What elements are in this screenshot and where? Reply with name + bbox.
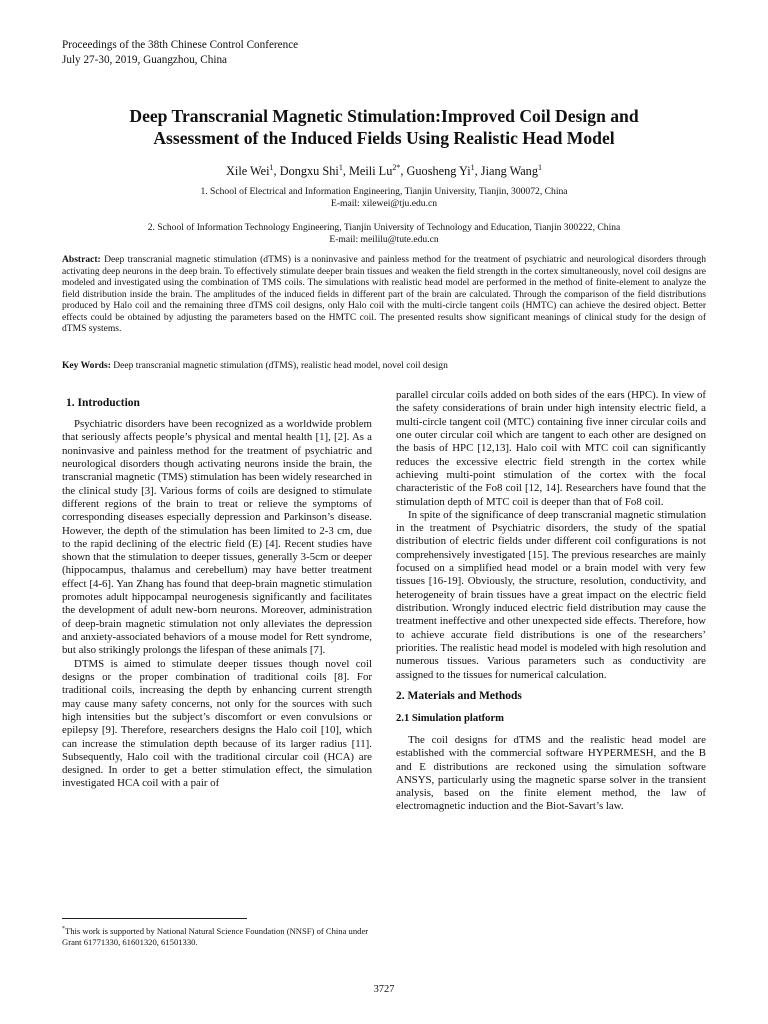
author-list	[0, 163, 768, 179]
author: Jiang Wang$^1$	[480, 163, 542, 179]
abstract	[62, 254, 706, 335]
abstract-label: Abstract:	[62, 254, 101, 265]
author: Meili $Lu^{2*}$,	[348, 163, 407, 179]
conference-header	[62, 38, 298, 67]
section-heading-introduction: 1. Introduction	[66, 397, 140, 409]
paragraph: In spite of the significance of deep transcranial magnetic stimulation in the treatment of Psychiatric disorders, the study of the spatial distribution of electric fields under different coil configurations is not comprehensively investigated [15]. The previous researches are mainly focused on a simplified head model or a brain model with very few tissues [16-19]. Obviously, the structure, resolution, conductivity, and heterogeneity of brain tissues have a great impact on the electric field distribution. Wrongly induced electric field distribution may cause the treatment ineffective and other unexpected side effects. Therefore, how to achieve accurate field distributions is one of the researchers’ priorities. The realistic head model is modeled with high resolution and numerous tissues. Various parameters such as conductivity are assigned to the tissues for numerical calculation.	[396, 508, 706, 681]
paragraph: The coil designs for dTMS and the realistic head model are established with the commercial software HYPERMESH, and the B and E distributions are reckoned using the simulation software ANSYS, particularly using the magnetic sparse solver in the transient analysis, based on the finite element method, the law of electromagnetic induction and the Biot-Savart’s law.	[396, 733, 706, 813]
right-column	[396, 389, 706, 814]
left-column	[62, 396, 372, 791]
author: Guosheng Yi$^1$,	[406, 163, 481, 179]
page-number: 3727	[373, 984, 395, 995]
paper-title	[40, 105, 728, 149]
subsection-heading-simulation: 2.1 Simulation platform	[396, 712, 505, 724]
footnote: *This work is supported by National Natural Science Foundation (NNSF) of China under Grant 61771330, 61601320, 61501330.	[62, 925, 369, 947]
paragraph: DTMS is aimed to stimulate deeper tissues though novel coil designs or the proper combination of traditional coils [8]. For traditional coils, increasing the depth by enhancing current strength may cause many safety concerns, not only for the sources with such high intensities but the subject’s discomfort or even convulsions or epilepsy [9]. Therefore, researchers designs the Halo coil [10], which can increase the stimulation depth because of its larger radius [11]. Subsequently, Halo coil with the traditional circular coil (HCA) are designed. In order to get a better stimulation effect, the simulation investigated HCA coil with a pair of	[62, 657, 372, 790]
paragraph: Psychiatric disorders have been recognized as a worldwide problem that seriously affects people’s physical and mental health [1], [2]. As a noninvasive and painless method for the treatment of psychiatric and neurological disorders though activating neurons inside the brain, the transcranial magnetic (TMS) stimulation has been widely researched in the clinical study [3]. Various forms of coils are designed to stimulate different regions of the brain to treat or relieve the symptoms of corresponding diseases especially depression and Parkinson’s disease. However, the depth of the stimulation has been limited to 2-3 cm, due to the rapid declining of the electric field (E) [4]. Recent studies have shown that the stimulation to deeper tissues, generally 3-5cm or deeper (hippocampus, thalamus and cerebellum) may have better treatment effect [4-6]. Yan Zhang has found that deep-brain magnetic stimulation promotes adult hippocampal neurogenesis significantly and facilitates the development of adult new-born neurons. Moreover, administration of deep-brain magnetic stimulation not only alleviates the depression and anxiety-associated behaviors of a mouse model for Rett syndrome, but also strikingly prolongs the lifespan of these animals [7].	[62, 418, 372, 657]
paragraph: parallel circular coils added on both sides of the ears (HPC). In view of the safety considerations of brain under high intensity electric field, a multi-circle tangent coil (MTC) containing five inner circular coils and one outer circular coil which are tangent to each other are designed on the basis of HPC [12,13]. Halo coil with MTC coil can significantly reduces the excessive electric field strength in the cortex while achieving multi-point stimulation of the cortex with the focal characteristic of the Fo8 coil [12, 14]. Researchers have found that the stimulation depth of MTC coil is deeper than that of Fo8 coil.	[396, 389, 706, 508]
email-2: E-mail: meililu@tute.edu.cn	[329, 234, 439, 245]
conference-name: Proceedings of the 38th Chinese Control Conference	[62, 39, 299, 51]
author: Xile Wei$^1$,	[226, 163, 280, 179]
keywords-label: Key Words:	[62, 360, 111, 371]
keywords-text: Deep transcranial magnetic stimulation (dTMS), realistic head model, novel coil design	[110, 360, 448, 371]
email-1: E-mail: xilewei@tju.edu.cn	[330, 198, 438, 209]
abstract-text: Deep transcranial magnetic stimulation (dTMS) is a noninvasive and painless method for the treatment of psychiatric and neurological disorders through activating deep neurons in the deep brain. To effectively stimulate deeper brain tissues and weaken the field strength in the cortex simultaneously, novel coil designs are modeled and investigated using the combination of TMS coils. The simulations with realistic head model are performed in the method of finite-element to analyze the field distribution inside the brain. The amplitudes of the induced fields in different part of the brain are calculated. Through the comparison of the field distributions produced by Halo coil and the remaining three dTMS coil designs, only Halo coil with the multi-circle tangent coils (HMTC) can achieve the desired object. Better effects could be obtained by adjusting the parameters based on the HMTC coil. The presented results show significant meanings of clinical study for the design of dTMS systems.	[62, 254, 706, 335]
footnote-divider	[62, 918, 247, 919]
conference-date: July 27-30, 2019, Guangzhou, China	[62, 53, 227, 66]
keywords	[62, 360, 706, 372]
author: Dongxu Shi$^1$,	[279, 163, 349, 179]
affiliation-2: 2. School of Information Technology Engineering, Tianjin University of Technology and Education, Tianjin 300222, China E-mail: meililu@tute.edu.cn	[0, 222, 768, 246]
paper-title-line-2: Assessment of the Induced Fields Using Realistic Head Model	[153, 128, 615, 148]
section-heading-methods: 2. Materials and Methods	[396, 689, 522, 702]
affiliation-1: 1. School of Electrical and Information Engineering, Tianjin University, Tianjin, 300072, China E-mail: xilewei@tju.edu.cn	[0, 186, 768, 210]
paper-title-line-1: Deep Transcranial Magnetic Stimulation:Improved Coil Design and	[129, 106, 639, 126]
